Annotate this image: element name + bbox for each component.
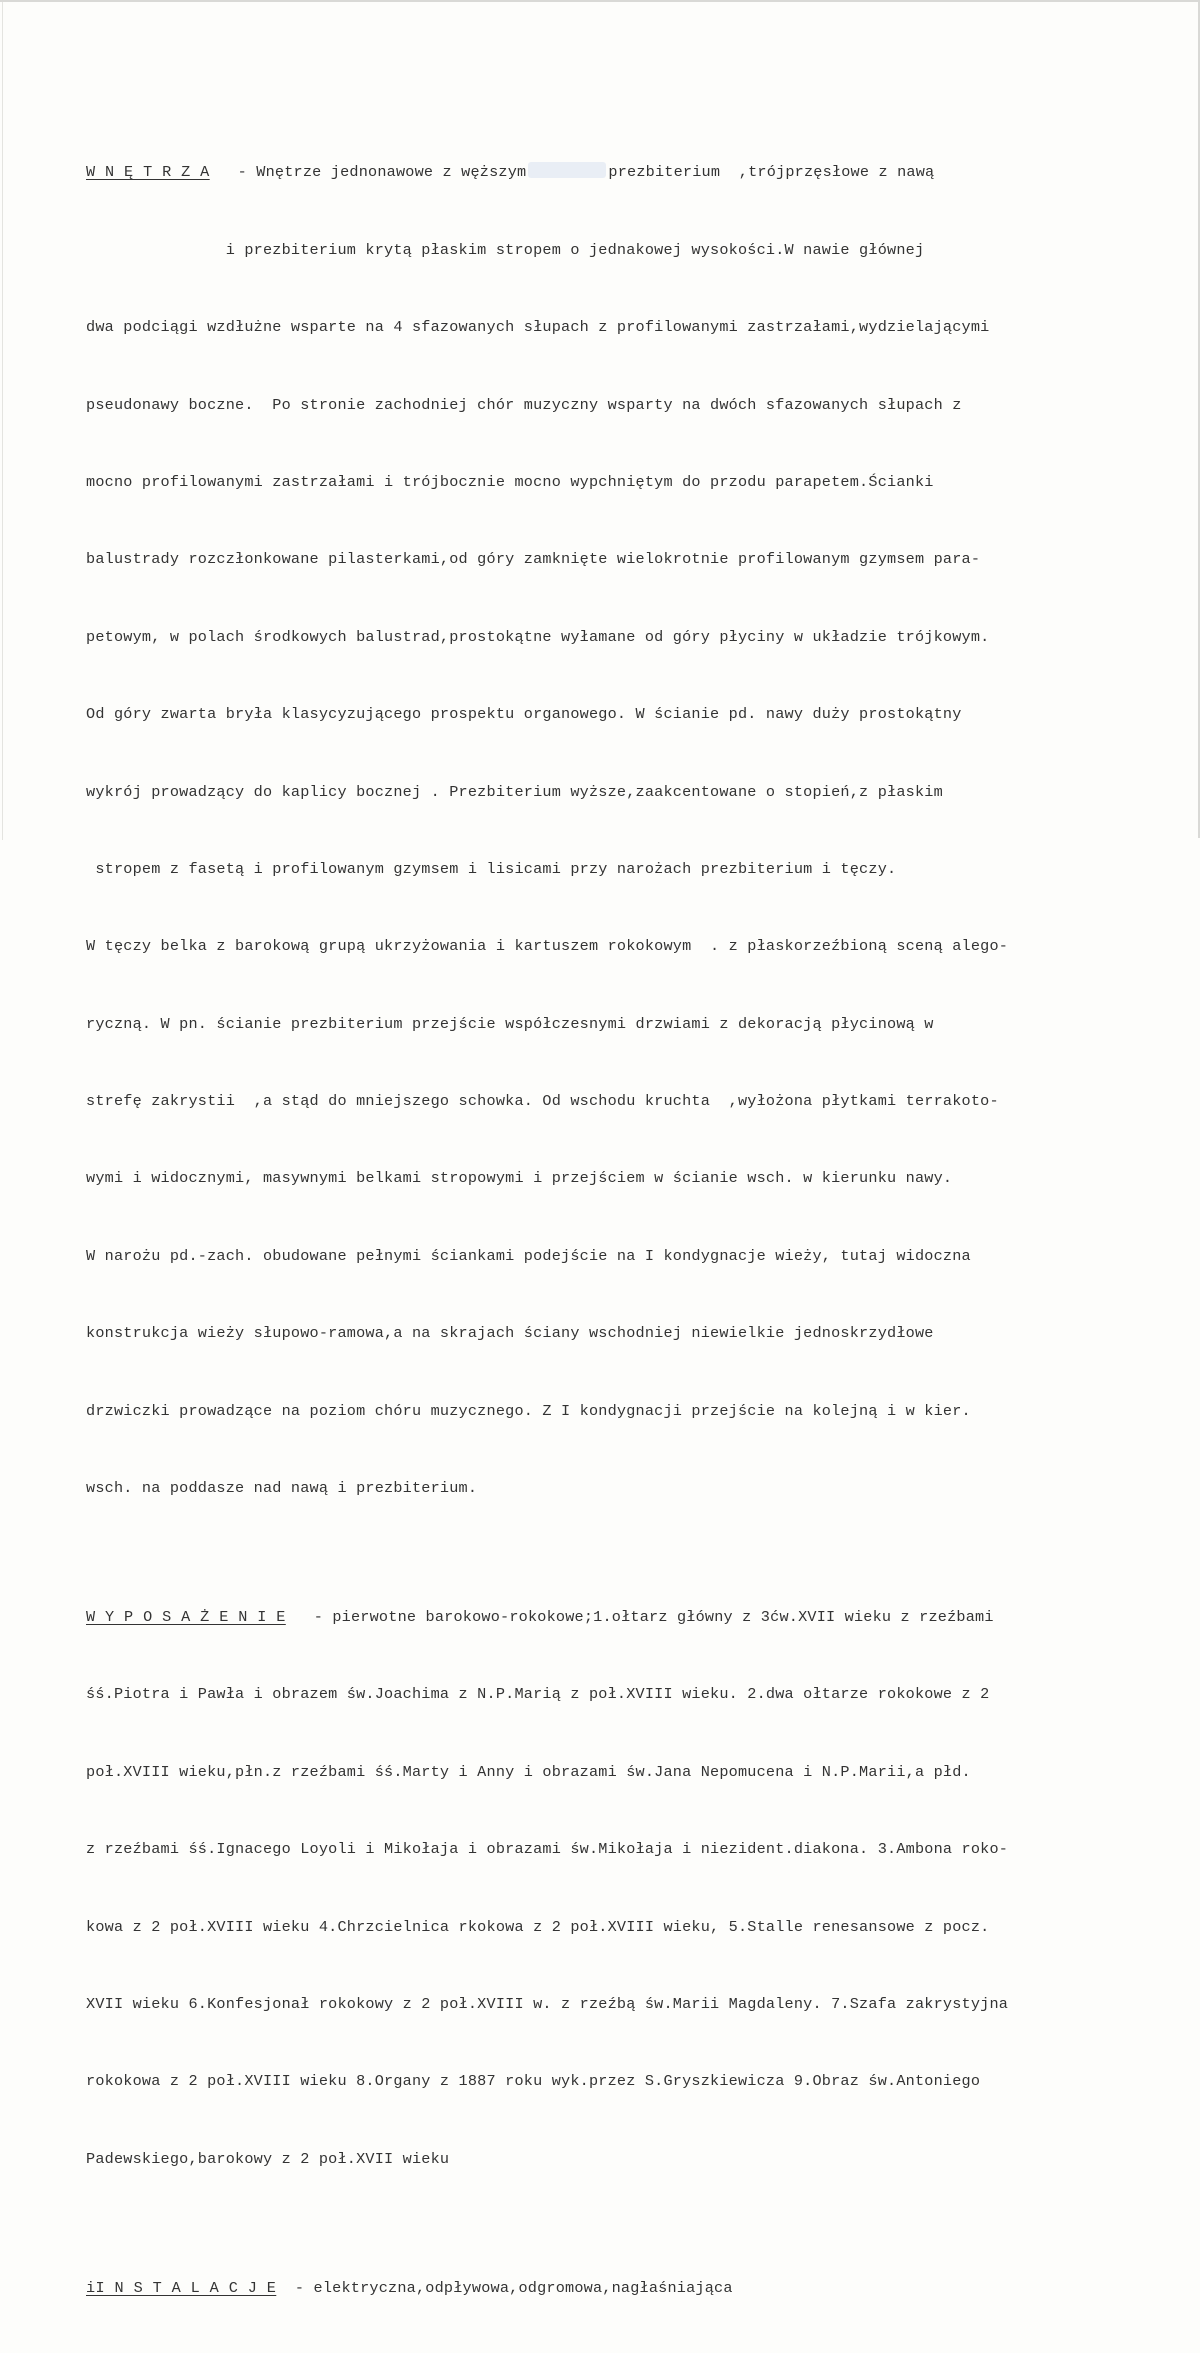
- wnetrza-line-1: [86, 160, 1086, 186]
- text-line: wykrój prowadzący do kaplicy bocznej . Prezbiterium wyższe,zaakcentowane o stopień,z płaskim: [86, 782, 943, 801]
- text-line: balustrady rozczłonkowane pilasterkami,od góry zamknięte wielokrotnie profilowanym gzymsem para-: [86, 550, 981, 569]
- text-line: - elektryczna,odpływowa,odgromowa,nagłaśniająca: [276, 2278, 733, 2297]
- sheet-edge: [2, 2, 3, 840]
- text-line: wsch. na poddasze nad nawą i prezbiterium.: [86, 1479, 478, 1498]
- text-line: dwa podciągi wzdłużne wsparte na 4 sfazowanych słupach z profilowanymi zastrzałami,wydzielającymi: [86, 318, 990, 337]
- text-line: z rzeźbami śś.Ignacego Loyoli i Mikołaja i obrazami św.Mikołaja i niezident.diakona. 3.Ambona roko-: [86, 1840, 1009, 1859]
- text-line: rokokowa z 2 poł.XVIII wieku 8.Organy z 1887 roku wyk.przez S.Gryszkiewicza 9.Obraz św.Antoniego: [86, 2072, 981, 2091]
- instalacje-line-1: [86, 2276, 1086, 2302]
- text-line: strefę zakrystii ,a stąd do mniejszego schowka. Od wschodu kruchta ,wyłożona płytkami terrakoto-: [86, 1092, 999, 1111]
- text-line: poł.XVIII wieku,płn.z rzeźbami śś.Marty i Anny i obrazami św.Jana Nepomucena i N.P.Marii,a płd.: [86, 1762, 971, 1781]
- text-line: pseudonawy boczne. Po stronie zachodniej chór muzyczny wsparty na dwóch sfazowanych słupach z: [86, 395, 962, 414]
- typed-text-block: [86, 83, 1086, 2353]
- text-line: - Wnętrze jednonawowe z węższym: [209, 163, 527, 182]
- text-line: śś.Piotra i Pawła i obrazem św.Joachima z N.P.Marią z poł.XVIII wieku. 2.dwa ołtarze rokokowe z 2: [86, 1685, 990, 1704]
- text-line: Od góry zwarta bryła klasycyzującego prospektu organowego. W ścianie pd. nawy duży prostokątny: [86, 705, 962, 724]
- text-line: i prezbiterium krytą płaskim stropem o jednakowej wysokości.W nawie głównej: [86, 240, 925, 259]
- text-line: prezbiterium ,trójprzęsłowe z nawą: [608, 163, 935, 182]
- section-heading-instalacje: iI N S T A L A C J E: [86, 2278, 277, 2297]
- text-line: wymi i widocznymi, masywnymi belkami stropowymi i przejściem w ścianie wsch. w kierunku nawy.: [86, 1169, 953, 1188]
- text-line: mocno profilowanymi zastrzałami i trójbocznie mocno wypchniętym do przodu parapetem.Ścianki: [86, 472, 934, 491]
- text-line: ryczną. W pn. ścianie prezbiterium przejście współczesnymi drzwiami z dekoracją płycinową w: [86, 1014, 934, 1033]
- text-line: XVII wieku 6.Konfesjonał rokokowy z 2 poł.XVIII w. z rzeźbą św.Marii Magdaleny. 7.Szafa zakrystyjna: [86, 1994, 1009, 2013]
- redacted-patch: [528, 162, 606, 178]
- text-line: W tęczy belka z barokową grupą ukrzyżowania i kartuszem rokokowym . z płaskorzeźbioną sceną alego-: [86, 937, 1009, 956]
- text-line: petowym, w polach środkowych balustrad,prostokątne wyłamane od góry płyciny w układzie trójkowym.: [86, 627, 990, 646]
- section-heading-wnetrza: W N Ę T R Z A: [86, 163, 210, 182]
- wyposazenie-line-1: [86, 1605, 1086, 1631]
- section-heading-wyposazenie: W Y P O S A Ż E N I E: [86, 1608, 286, 1627]
- text-line: drzwiczki prowadzące na poziom chóru muzycznego. Z I kondygnacji przejście na kolejną i w kier.: [86, 1401, 971, 1420]
- text-line: W narożu pd.-zach. obudowane pełnymi ściankami podejście na I kondygnacje wieży, tutaj widoczna: [86, 1246, 971, 1265]
- text-line: konstrukcja wieży słupowo-ramowa,a na skrajach ściany wschodniej niewielkie jednoskrzydłowe: [86, 1324, 934, 1343]
- text-line: stropem z fasetą i profilowanym gzymsem i lisicami przy narożach prezbiterium i tęczy.: [86, 859, 897, 878]
- text-line: - pierwotne barokowo-rokokowe;1.ołtarz główny z 3ćw.XVII wieku z rzeźbami: [285, 1608, 994, 1627]
- text-line: kowa z 2 poł.XVIII wieku 4.Chrzcielnica rkokowa z 2 poł.XVIII wieku, 5.Stalle renesansowe z pocz.: [86, 1917, 990, 1936]
- text-line: Padewskiego,barokowy z 2 poł.XVII wieku: [86, 2149, 450, 2168]
